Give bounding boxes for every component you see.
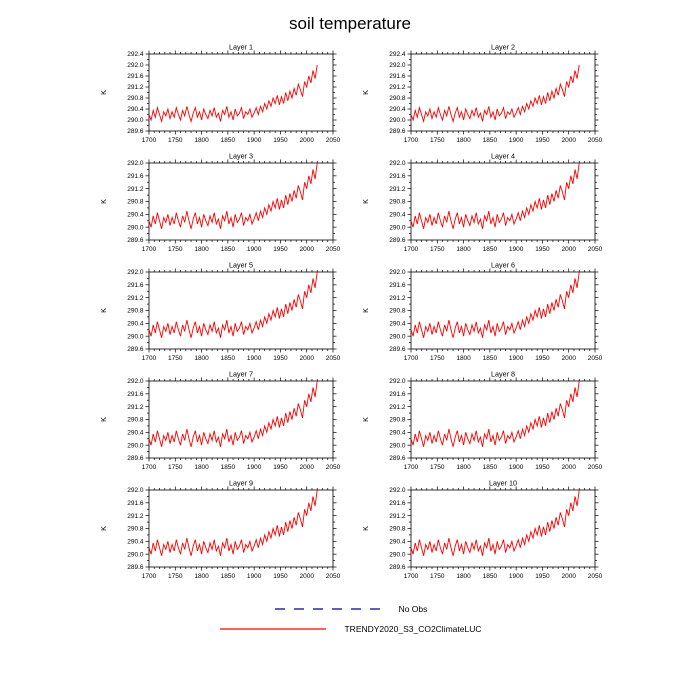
svg-text:290.4: 290.4: [127, 429, 144, 437]
svg-text:289.6: 289.6: [389, 237, 406, 245]
svg-text:1900: 1900: [246, 246, 262, 253]
svg-text:1850: 1850: [482, 246, 498, 253]
svg-text:1700: 1700: [403, 573, 419, 580]
svg-text:1800: 1800: [456, 573, 471, 580]
svg-text:1700: 1700: [403, 355, 419, 362]
legend: [0, 604, 700, 634]
svg-text:289.6: 289.6: [389, 455, 406, 463]
svg-text:290.8: 290.8: [389, 307, 406, 315]
svg-text:290.0: 290.0: [389, 333, 406, 341]
svg-text:290.4: 290.4: [127, 320, 144, 328]
svg-text:289.6: 289.6: [127, 564, 144, 572]
svg-text:1950: 1950: [535, 137, 550, 144]
subplot-title: Layer 6: [491, 260, 515, 270]
svg-text:1700: 1700: [403, 464, 419, 471]
svg-text:2000: 2000: [561, 137, 576, 144]
svg-text:2050: 2050: [325, 137, 341, 144]
svg-text:292.4: 292.4: [127, 51, 144, 59]
svg-text:289.6: 289.6: [127, 346, 144, 354]
no-obs-dashed-line-icon: [273, 604, 383, 614]
svg-text:1900: 1900: [508, 573, 524, 580]
temperature-series-line: [411, 65, 579, 121]
chart-grid: [93, 42, 607, 584]
svg-text:291.6: 291.6: [127, 173, 144, 181]
subplot-layer-2: [355, 42, 607, 148]
svg-text:2000: 2000: [561, 573, 576, 580]
svg-text:292.0: 292.0: [127, 269, 144, 277]
svg-text:289.6: 289.6: [389, 128, 406, 136]
svg-text:292.0: 292.0: [127, 378, 144, 386]
svg-text:1800: 1800: [456, 464, 471, 471]
svg-text:1850: 1850: [482, 464, 498, 471]
svg-text:290.8: 290.8: [389, 95, 406, 103]
legend-item-trendy: [218, 624, 481, 634]
subplot-title: Layer 8: [491, 369, 515, 379]
y-axis-label: K: [361, 90, 370, 95]
svg-text:1900: 1900: [508, 464, 524, 471]
subplot-title: Layer 4: [491, 151, 515, 161]
svg-text:1850: 1850: [220, 246, 236, 253]
svg-text:2000: 2000: [561, 246, 576, 253]
svg-text:1850: 1850: [220, 464, 236, 471]
svg-text:291.2: 291.2: [127, 403, 144, 411]
y-axis-label: K: [99, 526, 108, 531]
svg-text:290.4: 290.4: [127, 538, 144, 546]
legend-label-trendy: TRENDY2020_S3_CO2ClimateLUC: [344, 624, 482, 634]
svg-text:291.2: 291.2: [127, 185, 144, 193]
svg-text:290.0: 290.0: [127, 117, 144, 125]
svg-text:1700: 1700: [141, 355, 157, 362]
svg-text:290.0: 290.0: [127, 551, 144, 559]
svg-text:1850: 1850: [220, 137, 236, 144]
svg-text:1950: 1950: [273, 355, 288, 362]
temperature-series-line: [411, 490, 579, 556]
svg-text:2050: 2050: [587, 246, 603, 253]
svg-text:2000: 2000: [299, 137, 314, 144]
svg-text:290.0: 290.0: [127, 224, 144, 232]
subplot-layer-7: [93, 369, 345, 475]
svg-text:290.0: 290.0: [389, 117, 406, 125]
y-axis-label: K: [361, 308, 370, 313]
svg-text:1750: 1750: [168, 137, 183, 144]
svg-text:290.8: 290.8: [127, 95, 144, 103]
subplot-title: Layer 7: [229, 369, 253, 379]
svg-text:291.6: 291.6: [127, 282, 144, 290]
legend-item-no-obs: [273, 604, 428, 614]
svg-text:1900: 1900: [246, 137, 262, 144]
svg-text:1700: 1700: [141, 246, 157, 253]
subplot-layer-3: [93, 151, 345, 257]
svg-text:1800: 1800: [194, 573, 209, 580]
svg-text:291.6: 291.6: [389, 391, 406, 399]
svg-text:292.4: 292.4: [389, 51, 406, 59]
svg-text:291.6: 291.6: [389, 282, 406, 290]
page-title: soil temperature: [289, 14, 411, 33]
svg-text:290.4: 290.4: [127, 106, 144, 114]
svg-text:289.6: 289.6: [389, 346, 406, 354]
svg-text:1750: 1750: [430, 137, 445, 144]
y-axis-label: K: [99, 308, 108, 313]
svg-text:290.0: 290.0: [127, 442, 144, 450]
subplot-title: Layer 5: [229, 260, 253, 270]
svg-text:289.6: 289.6: [389, 564, 406, 572]
svg-text:1900: 1900: [508, 246, 524, 253]
svg-text:290.8: 290.8: [389, 416, 406, 424]
legend-label-no-obs: No Obs: [398, 604, 428, 614]
svg-text:1900: 1900: [508, 355, 524, 362]
subplot-title: Layer 2: [491, 42, 515, 52]
svg-text:2050: 2050: [587, 355, 603, 362]
svg-text:292.0: 292.0: [389, 160, 406, 168]
svg-text:290.8: 290.8: [389, 198, 406, 206]
svg-text:290.8: 290.8: [389, 525, 406, 533]
svg-text:1750: 1750: [430, 573, 445, 580]
svg-text:1750: 1750: [430, 355, 445, 362]
subplot-layer-5: [93, 260, 345, 366]
y-axis-label: K: [99, 199, 108, 204]
svg-text:1800: 1800: [456, 246, 471, 253]
temperature-series-line: [411, 163, 579, 229]
svg-text:290.0: 290.0: [127, 333, 144, 341]
svg-text:292.0: 292.0: [389, 487, 406, 495]
temperature-series-line: [149, 65, 317, 121]
svg-text:290.4: 290.4: [389, 538, 406, 546]
subplot-layer-8: [355, 369, 607, 475]
svg-text:290.8: 290.8: [127, 416, 144, 424]
subplot-layer-10: [355, 478, 607, 584]
svg-text:290.4: 290.4: [389, 320, 406, 328]
svg-text:1900: 1900: [246, 464, 262, 471]
svg-text:2000: 2000: [561, 464, 576, 471]
svg-text:292.0: 292.0: [127, 160, 144, 168]
temperature-series-line: [411, 272, 579, 338]
svg-text:2000: 2000: [299, 246, 314, 253]
y-axis-label: K: [99, 90, 108, 95]
svg-text:291.2: 291.2: [127, 294, 144, 302]
svg-text:289.6: 289.6: [127, 237, 144, 245]
svg-text:1750: 1750: [168, 246, 183, 253]
svg-text:2000: 2000: [561, 355, 576, 362]
svg-text:1750: 1750: [168, 464, 183, 471]
svg-text:1700: 1700: [141, 573, 157, 580]
subplot-layer-9: [93, 478, 345, 584]
subplot-title: Layer 1: [229, 42, 253, 52]
y-axis-label: K: [361, 417, 370, 422]
subplot-layer-1: [93, 42, 345, 148]
trendy-solid-line-icon: [218, 624, 328, 634]
svg-text:291.6: 291.6: [389, 500, 406, 508]
svg-text:2050: 2050: [587, 573, 603, 580]
svg-text:2050: 2050: [325, 246, 341, 253]
svg-text:1900: 1900: [246, 573, 262, 580]
y-axis-label: K: [361, 526, 370, 531]
svg-text:291.6: 291.6: [389, 73, 406, 81]
svg-text:1950: 1950: [535, 246, 550, 253]
svg-text:1700: 1700: [403, 246, 419, 253]
temperature-series-line: [149, 381, 317, 447]
svg-text:1950: 1950: [535, 464, 550, 471]
svg-text:290.8: 290.8: [127, 525, 144, 533]
svg-text:291.6: 291.6: [127, 500, 144, 508]
subplot-title: Layer 10: [489, 478, 517, 488]
svg-text:1900: 1900: [508, 137, 524, 144]
svg-text:291.2: 291.2: [389, 185, 406, 193]
svg-text:1750: 1750: [168, 355, 183, 362]
svg-text:1850: 1850: [482, 355, 498, 362]
svg-text:2050: 2050: [587, 464, 603, 471]
svg-text:1950: 1950: [273, 137, 288, 144]
svg-text:1950: 1950: [535, 573, 550, 580]
svg-text:2050: 2050: [325, 355, 341, 362]
svg-text:291.2: 291.2: [127, 512, 144, 520]
svg-text:290.4: 290.4: [127, 211, 144, 219]
y-axis-label: K: [99, 417, 108, 422]
temperature-series-line: [149, 272, 317, 338]
svg-text:1700: 1700: [141, 137, 157, 144]
subplot-title: Layer 9: [229, 478, 253, 488]
svg-text:290.4: 290.4: [389, 106, 406, 114]
svg-text:1850: 1850: [482, 573, 498, 580]
svg-text:1750: 1750: [430, 464, 445, 471]
svg-text:290.4: 290.4: [389, 211, 406, 219]
svg-text:1750: 1750: [430, 246, 445, 253]
svg-text:290.0: 290.0: [389, 442, 406, 450]
svg-text:290.8: 290.8: [127, 198, 144, 206]
svg-text:1850: 1850: [482, 137, 498, 144]
svg-text:291.2: 291.2: [389, 403, 406, 411]
temperature-series-line: [149, 490, 317, 556]
svg-text:289.6: 289.6: [127, 455, 144, 463]
svg-text:1700: 1700: [141, 464, 157, 471]
svg-text:292.0: 292.0: [127, 62, 144, 70]
svg-text:291.6: 291.6: [389, 173, 406, 181]
svg-text:292.0: 292.0: [389, 269, 406, 277]
svg-text:1750: 1750: [168, 573, 183, 580]
svg-text:290.8: 290.8: [127, 307, 144, 315]
svg-text:2000: 2000: [299, 355, 314, 362]
svg-text:1950: 1950: [273, 573, 288, 580]
svg-text:1850: 1850: [220, 573, 236, 580]
svg-text:1800: 1800: [194, 355, 209, 362]
subplot-title: Layer 3: [229, 151, 253, 161]
svg-text:1700: 1700: [403, 137, 419, 144]
subplot-layer-4: [355, 151, 607, 257]
temperature-series-line: [149, 163, 317, 229]
svg-text:292.0: 292.0: [389, 378, 406, 386]
svg-text:290.0: 290.0: [389, 551, 406, 559]
svg-text:290.0: 290.0: [389, 224, 406, 232]
svg-text:2050: 2050: [587, 137, 603, 144]
svg-text:1800: 1800: [456, 355, 471, 362]
svg-text:1900: 1900: [246, 355, 262, 362]
svg-text:1800: 1800: [194, 137, 209, 144]
svg-text:291.2: 291.2: [389, 84, 406, 92]
svg-text:2050: 2050: [325, 573, 341, 580]
svg-text:1850: 1850: [220, 355, 236, 362]
svg-text:291.2: 291.2: [389, 512, 406, 520]
svg-text:291.2: 291.2: [389, 294, 406, 302]
svg-text:291.6: 291.6: [127, 73, 144, 81]
svg-text:292.0: 292.0: [127, 487, 144, 495]
temperature-series-line: [411, 381, 579, 447]
svg-text:1950: 1950: [535, 355, 550, 362]
y-axis-label: K: [361, 199, 370, 204]
svg-text:291.2: 291.2: [127, 84, 144, 92]
subplot-layer-6: [355, 260, 607, 366]
svg-text:2000: 2000: [299, 573, 314, 580]
svg-text:290.4: 290.4: [389, 429, 406, 437]
svg-text:292.0: 292.0: [389, 62, 406, 70]
svg-text:1800: 1800: [194, 246, 209, 253]
svg-text:1950: 1950: [273, 464, 288, 471]
svg-text:1800: 1800: [456, 137, 471, 144]
svg-text:2050: 2050: [325, 464, 341, 471]
svg-text:289.6: 289.6: [127, 128, 144, 136]
svg-text:1800: 1800: [194, 464, 209, 471]
svg-text:1950: 1950: [273, 246, 288, 253]
svg-text:2000: 2000: [299, 464, 314, 471]
svg-text:291.6: 291.6: [127, 391, 144, 399]
